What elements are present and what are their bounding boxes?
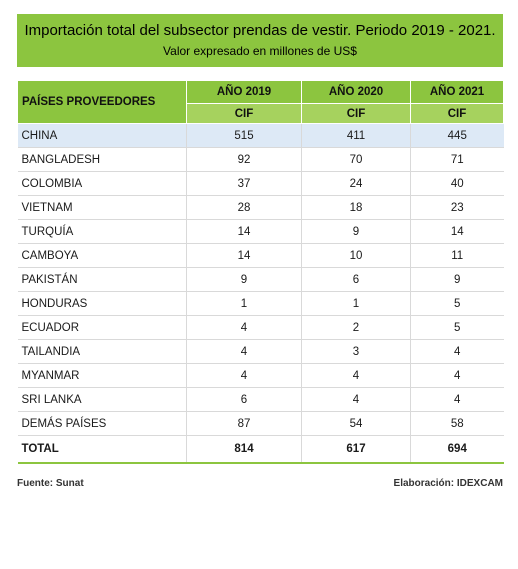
country-cell: COLOMBIA: [18, 172, 187, 196]
value-cell: 515: [187, 124, 302, 148]
country-cell: PAKISTÁN: [18, 268, 187, 292]
value-cell: 3: [302, 340, 411, 364]
country-cell: CHINA: [18, 124, 187, 148]
table-row: [18, 244, 504, 268]
country-cell: ECUADOR: [18, 316, 187, 340]
value-cell: 4: [302, 388, 411, 412]
value-cell: 411: [302, 124, 411, 148]
value-cell: 1: [187, 292, 302, 316]
value-cell: 23: [411, 196, 504, 220]
value-cell: 4: [411, 364, 504, 388]
value-cell: 694: [411, 436, 504, 464]
import-table: [17, 80, 504, 464]
table-row: [18, 220, 504, 244]
value-cell: 58: [411, 412, 504, 436]
value-cell: 71: [411, 148, 504, 172]
cif-subheader: CIF: [411, 104, 504, 124]
country-cell: DEMÁS PAÍSES: [18, 412, 187, 436]
table-row: [18, 148, 504, 172]
table-row: [18, 316, 504, 340]
value-cell: 814: [187, 436, 302, 464]
value-cell: 70: [302, 148, 411, 172]
value-cell: 40: [411, 172, 504, 196]
total-row: [18, 436, 504, 464]
country-cell: CAMBOYA: [18, 244, 187, 268]
cif-subheader: CIF: [187, 104, 302, 124]
year-header-2019: AÑO 2019: [187, 81, 302, 104]
value-cell: 92: [187, 148, 302, 172]
table-body: [18, 124, 504, 464]
value-cell: 4: [411, 388, 504, 412]
country-cell: VIETNAM: [18, 196, 187, 220]
table-row: [18, 388, 504, 412]
country-cell: BANGLADESH: [18, 148, 187, 172]
value-cell: 14: [187, 244, 302, 268]
year-header-2021: AÑO 2021: [411, 81, 504, 104]
value-cell: 18: [302, 196, 411, 220]
country-cell: HONDURAS: [18, 292, 187, 316]
country-cell: TURQUÍA: [18, 220, 187, 244]
value-cell: 445: [411, 124, 504, 148]
value-cell: 87: [187, 412, 302, 436]
value-cell: 54: [302, 412, 411, 436]
value-cell: 4: [411, 340, 504, 364]
table-row: [18, 196, 504, 220]
total-label: TOTAL: [18, 436, 187, 464]
value-cell: 4: [187, 340, 302, 364]
value-cell: 617: [302, 436, 411, 464]
value-cell: 9: [411, 268, 504, 292]
year-header-2020: AÑO 2020: [302, 81, 411, 104]
value-cell: 14: [411, 220, 504, 244]
value-cell: 37: [187, 172, 302, 196]
value-cell: 10: [302, 244, 411, 268]
country-cell: SRI LANKA: [18, 388, 187, 412]
table-row: [18, 268, 504, 292]
value-cell: 6: [187, 388, 302, 412]
table-row: [18, 292, 504, 316]
value-cell: 9: [302, 220, 411, 244]
value-cell: 9: [187, 268, 302, 292]
value-cell: 2: [302, 316, 411, 340]
value-cell: 5: [411, 292, 504, 316]
country-cell: TAILANDIA: [18, 340, 187, 364]
value-cell: 14: [187, 220, 302, 244]
cif-subheader: CIF: [302, 104, 411, 124]
value-cell: 5: [411, 316, 504, 340]
title-banner: [17, 14, 503, 67]
value-cell: 4: [302, 364, 411, 388]
table-row: [18, 172, 504, 196]
value-cell: 28: [187, 196, 302, 220]
table-subtitle: Valor expresado en millones de US$: [163, 44, 357, 58]
table-row: [18, 340, 504, 364]
value-cell: 6: [302, 268, 411, 292]
credit-note: Elaboración: IDEXCAM: [393, 478, 503, 489]
value-cell: 24: [302, 172, 411, 196]
source-note: Fuente: Sunat: [17, 478, 84, 489]
value-cell: 4: [187, 364, 302, 388]
value-cell: 11: [411, 244, 504, 268]
table-title: Importación total del subsector prendas de vestir. Periodo 2019 - 2021.: [24, 22, 496, 39]
value-cell: 4: [187, 316, 302, 340]
country-column-header: PAÍSES PROVEEDORES: [18, 81, 187, 124]
table-row: [18, 412, 504, 436]
country-cell: MYANMAR: [18, 364, 187, 388]
value-cell: 1: [302, 292, 411, 316]
table-row: [18, 364, 504, 388]
table-row: [18, 124, 504, 148]
